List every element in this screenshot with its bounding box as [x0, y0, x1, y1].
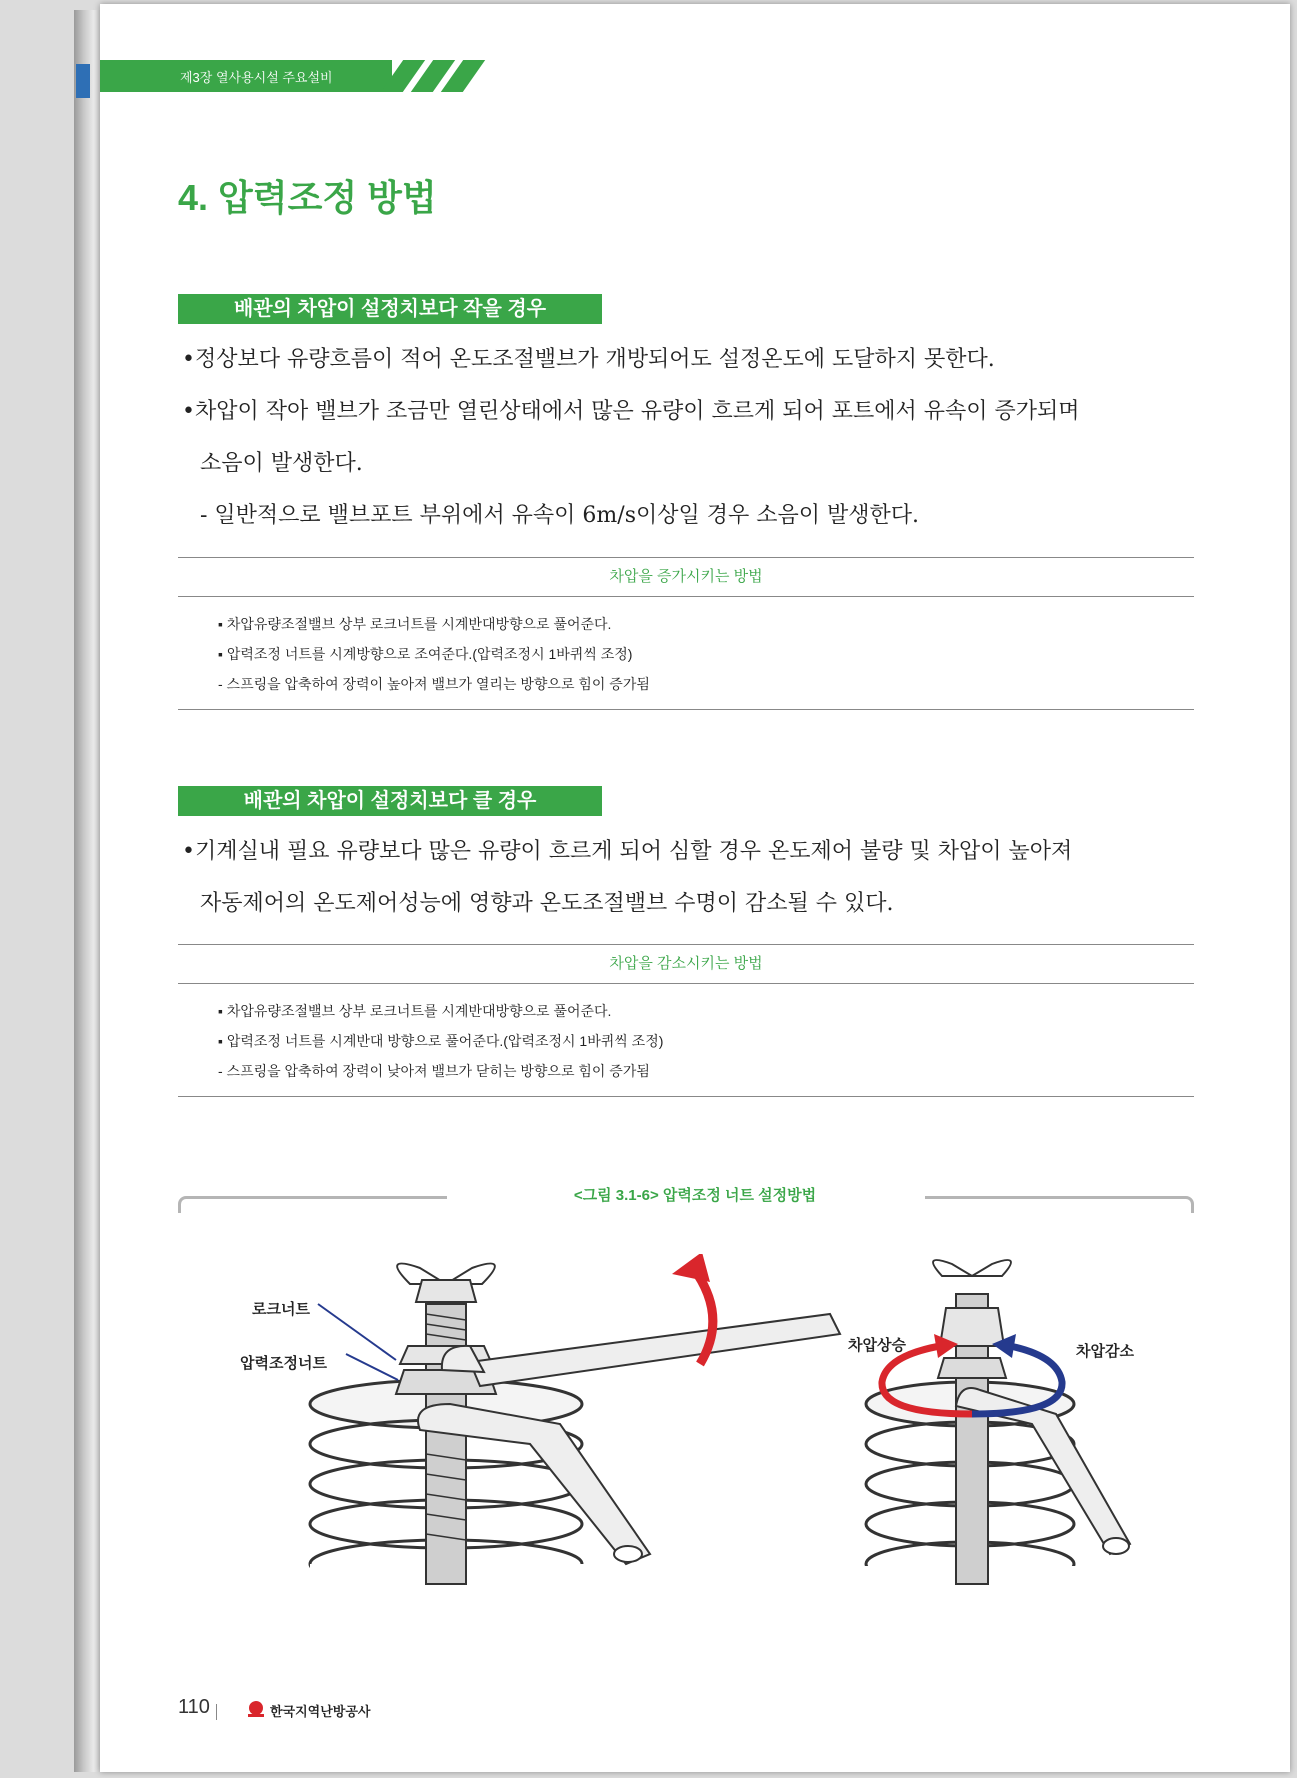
subheading-high-pressure: 배관의 차압이 설정치보다 클 경우	[178, 786, 602, 816]
footer-divider	[216, 1704, 217, 1720]
org-logo-icon	[246, 1700, 266, 1720]
section-title: 4. 압력조정 방법	[178, 177, 437, 218]
chapter-title: 제3장 열사용시설 주요설비	[180, 70, 333, 85]
increase-method-box	[178, 557, 1194, 710]
high-pressure-text	[182, 826, 1202, 930]
box-title: 차압을 증가시키는 방법	[178, 558, 1194, 597]
bullet-continuation: 소음이 발생한다.	[200, 451, 363, 476]
box-item: ▪ 압력조정 너트를 시계방향으로 조여준다.(압력조정시 1바퀴씩 조정)	[218, 646, 633, 662]
box-item: - 스프링을 압축하여 장력이 높아져 밸브가 열리는 방향으로 힘이 증가됨	[218, 676, 650, 692]
bullet: •기계실내 필요 유량보다 많은 유량이 흐르게 되어 심할 경우 온도제어 불량 및 차압이 높아져	[182, 839, 1073, 864]
bullet-continuation: 자동제어의 온도제어성능에 영향과 온도조절밸브 수명이 감소될 수 있다.	[200, 891, 894, 916]
adjust-nut-label: 압력조정너트	[240, 1355, 327, 1372]
rotation-direction-illustration	[860, 1254, 1190, 1594]
box-item: - 스프링을 압축하여 장력이 낮아져 밸브가 닫히는 방향으로 힘이 증가됨	[218, 1063, 650, 1079]
document-page	[100, 4, 1290, 1772]
note: - 일반적으로 밸브포트 부위에서 유속이 6m/s이상일 경우 소음이 발생한다.	[200, 503, 919, 528]
locknut-label: 로크너트	[252, 1301, 310, 1318]
organization-name: 한국지역난방공사	[270, 1704, 371, 1719]
increase-label: 차압상승	[848, 1337, 906, 1354]
subheading-low-pressure: 배관의 차압이 설정치보다 작을 경우	[178, 294, 602, 324]
page-number: 110	[178, 1696, 210, 1718]
decrease-method-box	[178, 944, 1194, 1097]
chapter-banner	[100, 60, 500, 92]
spine-bookmark	[76, 64, 90, 98]
decrease-label: 차압감소	[1076, 1343, 1134, 1360]
figure-caption: <그림 3.1-6> 압력조정 너트 설정방법	[573, 1187, 817, 1204]
box-title: 차압을 감소시키는 방법	[178, 945, 1194, 984]
box-item: ▪ 차압유량조절밸브 상부 로크너트를 시계반대방향으로 풀어준다.	[218, 616, 612, 632]
low-pressure-text	[182, 334, 1202, 542]
box-item: ▪ 압력조정 너트를 시계반대 방향으로 풀어준다.(압력조정시 1바퀴씩 조정)	[218, 1033, 664, 1049]
wrench-adjustment-illustration	[270, 1254, 950, 1594]
bullet: •차압이 작아 밸브가 조금만 열린상태에서 많은 유량이 흐르게 되어 포트에서 유속이 증가되며	[182, 399, 1080, 424]
box-item: ▪ 차압유량조절밸브 상부 로크너트를 시계반대방향으로 풀어준다.	[218, 1003, 612, 1019]
bullet: •정상보다 유량흐름이 적어 온도조절밸브가 개방되어도 설정온도에 도달하지 못한다.	[182, 347, 995, 372]
book-spine	[74, 10, 102, 1772]
